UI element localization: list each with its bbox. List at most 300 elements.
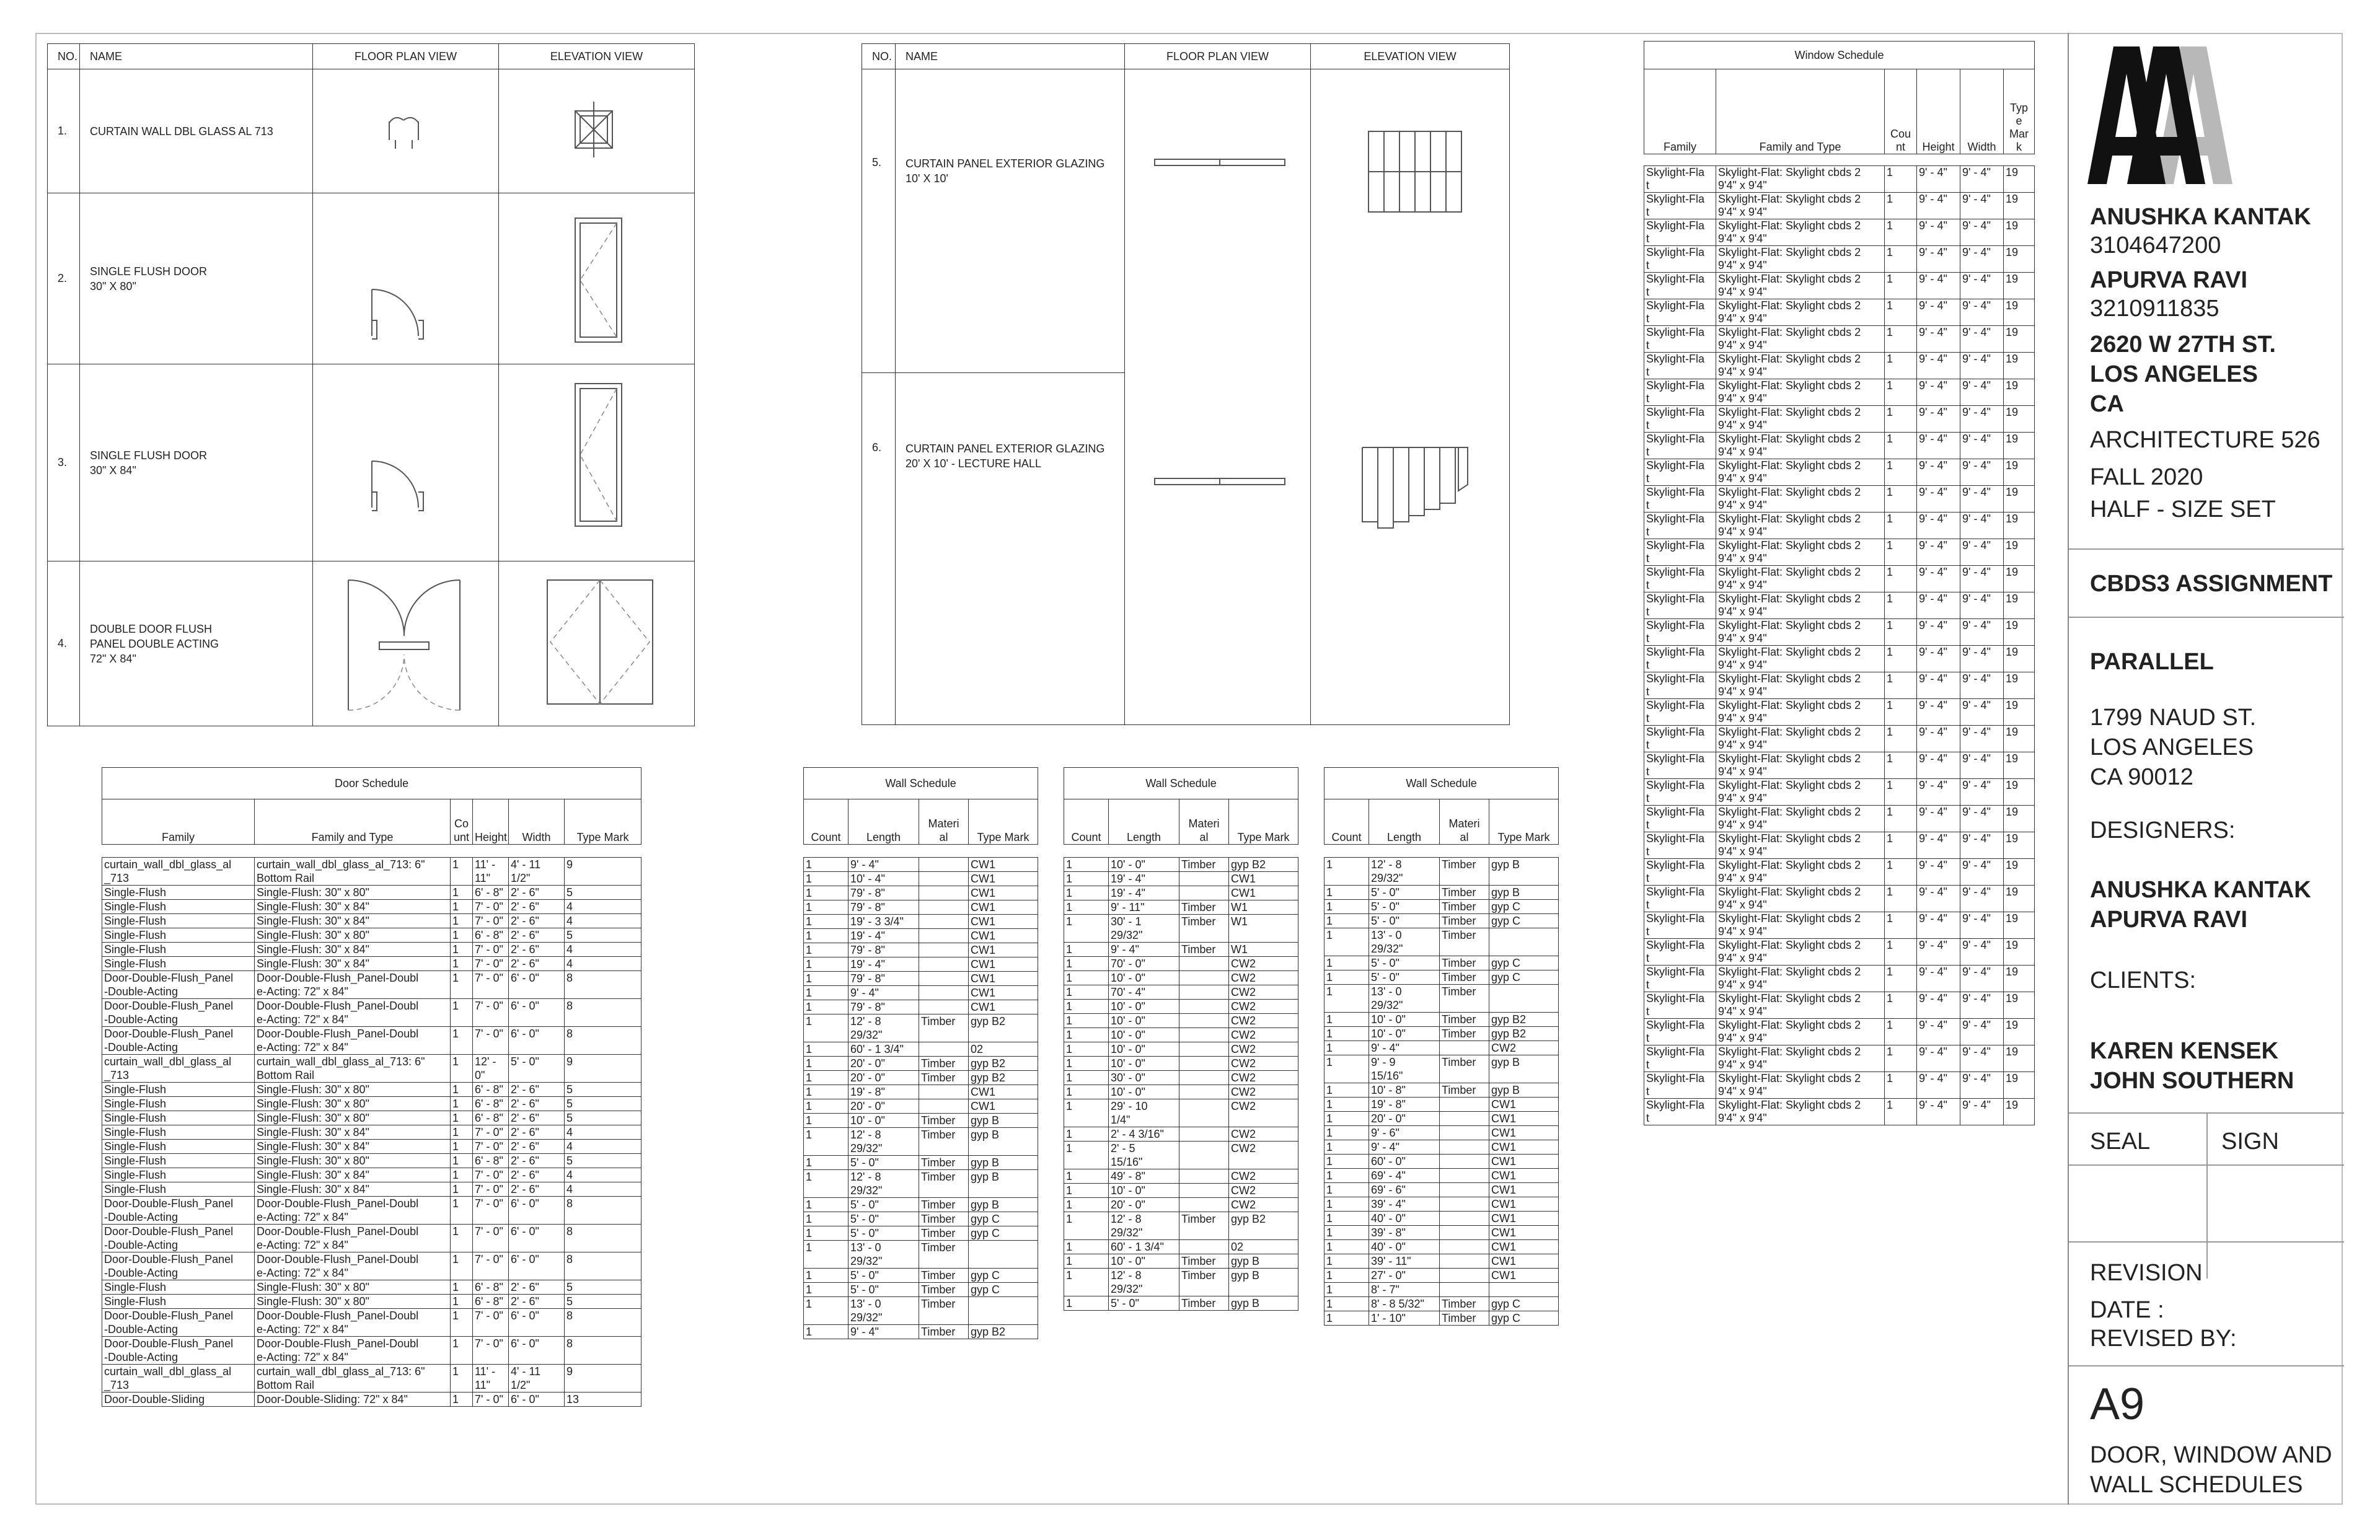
wall-schedule-row (1324, 1041, 1559, 1055)
table-cell: Skylight-Flat: Skylight cbds 2 9'4" x 9'4" (1716, 966, 1885, 992)
window-schedule-row (1644, 779, 2035, 806)
table-cell: 9' - 4" (1917, 273, 1960, 299)
table-cell: 39' - 8" (1369, 1226, 1440, 1240)
table-cell (1179, 985, 1229, 1000)
table-cell: 6' - 0" (509, 1197, 565, 1225)
table-cell: Skylight-Flat: Skylight cbds 2 9'4" x 9'4" (1716, 886, 1885, 912)
table-cell: 19 (2004, 752, 2035, 779)
elevation-view-single-door (499, 193, 695, 364)
table-cell: 19 (2004, 299, 2035, 326)
table-cell: 2' - 6" (509, 1168, 565, 1182)
col-family-type: Family and Type (1716, 69, 1885, 154)
door-schedule-row (102, 1055, 641, 1083)
table-cell: Skylight-Fla t (1644, 939, 1716, 966)
table-cell: 1 (1885, 326, 1917, 353)
table-cell: Timber (919, 1057, 969, 1071)
window-schedule-row (1644, 646, 2035, 672)
table-cell: Timber (919, 1128, 969, 1156)
table-cell: 02 (969, 1042, 1038, 1057)
table-cell: Door-Double-Flush_Panel-Doubl e-Acting: 72" x 84" (255, 1027, 451, 1055)
wall-schedule-row (1064, 1169, 1298, 1184)
title-block (2068, 33, 2343, 1505)
table-cell: 9' - 4" (1960, 246, 2004, 273)
table-cell: Single-Flush: 30" x 80" (255, 886, 451, 900)
table-cell: 4 (565, 1168, 641, 1182)
table-cell: 9' - 4" (1960, 726, 2004, 752)
table-cell: 9' - 4" (1960, 539, 2004, 566)
table-cell: Skylight-Fla t (1644, 539, 1716, 566)
table-cell: Skylight-Flat: Skylight cbds 2 9'4" x 9'4" (1716, 592, 1885, 619)
table-cell: Timber (919, 1226, 969, 1241)
table-cell: 1 (1324, 914, 1369, 928)
table-cell: 5' - 0" (848, 1226, 919, 1241)
table-cell: 1 (1064, 900, 1109, 915)
window-schedule-row (1644, 726, 2035, 752)
table-cell: Skylight-Fla t (1644, 699, 1716, 726)
wall-schedule-row (804, 1283, 1038, 1297)
table-cell (1179, 1240, 1229, 1254)
table-cell: 20' - 0" (848, 1099, 919, 1114)
table-cell: 1 (1885, 379, 1917, 406)
table-cell: 8' - 8 5/32" (1369, 1297, 1440, 1311)
wall-schedule-row (804, 1114, 1038, 1128)
window-schedule-row (1644, 1072, 2035, 1099)
table-cell: Skylight-Flat: Skylight cbds 2 9'4" x 9'4" (1716, 859, 1885, 886)
window-schedule-row (1644, 752, 2035, 779)
table-cell: 1 (1885, 513, 1917, 539)
table-cell: 9' - 4" (848, 858, 919, 872)
table-cell: CW1 (1489, 1126, 1559, 1140)
table-cell: 13' - 0 29/32" (1369, 985, 1440, 1013)
window-schedule-row (1644, 672, 2035, 699)
table-cell: gyp C (1489, 956, 1559, 970)
table-cell: gyp B2 (1229, 1212, 1298, 1240)
table-cell: 19 (2004, 379, 2035, 406)
revision-label: REVISION (2090, 1260, 2203, 1286)
table-cell: 9' - 4" (1960, 752, 2004, 779)
table-cell: 9' - 4" (1917, 832, 1960, 859)
table-cell: 1 (451, 1337, 473, 1365)
table-cell: 8 (565, 1027, 641, 1055)
table-cell: CW2 (1229, 1127, 1298, 1142)
table-cell: Skylight-Fla t (1644, 246, 1716, 273)
window-schedule-row (1644, 1019, 2035, 1045)
table-cell: Single-Flush (102, 1182, 255, 1197)
table-cell: gyp B2 (1489, 1013, 1559, 1027)
table-cell: 2' - 6" (509, 886, 565, 900)
table-cell (919, 943, 969, 957)
table-cell: Timber (919, 1212, 969, 1226)
table-cell: 6' - 8" (473, 1111, 509, 1125)
table-cell: Single-Flush: 30" x 84" (255, 943, 451, 957)
table-cell: 7' - 0" (473, 1168, 509, 1182)
table-cell: 9' - 4" (1960, 379, 2004, 406)
table-cell: 9' - 4" (1917, 939, 1960, 966)
window-schedule-title: Window Schedule (1644, 42, 2035, 69)
door-schedule-row (102, 1125, 641, 1140)
wall-schedule-row (804, 986, 1038, 1000)
table-cell: W1 (1229, 943, 1298, 957)
window-schedule-row (1644, 406, 2035, 433)
table-cell: 1 (1324, 1041, 1369, 1055)
table-cell: 1 (1885, 592, 1917, 619)
table-cell: CW1 (969, 986, 1038, 1000)
window-schedule-row (1644, 379, 2035, 406)
wall-schedule-row (1324, 970, 1559, 985)
table-cell: 1 (1064, 1198, 1109, 1212)
wall-schedule-table-1 (803, 767, 1038, 1339)
table-cell: Skylight-Fla t (1644, 1045, 1716, 1072)
table-cell: 7' - 0" (473, 1309, 509, 1337)
table-cell (919, 957, 969, 972)
table-cell: 1 (1064, 1028, 1109, 1042)
table-cell: gyp B (969, 1156, 1038, 1170)
table-cell: 1 (804, 1000, 848, 1014)
table-cell: 1 (451, 1252, 473, 1280)
table-cell: Door-Double-Flush_Panel-Doubl e-Acting: 72" x 84" (255, 1197, 451, 1225)
table-cell: Skylight-Fla t (1644, 912, 1716, 939)
table-cell: 19 (2004, 619, 2035, 646)
sheet-title-line-2: WALL SCHEDULES (2090, 1472, 2303, 1498)
table-cell: gyp B (969, 1198, 1038, 1212)
wall-schedule-row (1064, 915, 1298, 943)
table-cell: Timber (1440, 928, 1489, 956)
door-schedule-row (102, 1154, 641, 1168)
table-cell: Timber (1440, 1055, 1489, 1083)
table-cell: Skylight-Flat: Skylight cbds 2 9'4" x 9'4" (1716, 646, 1885, 672)
row-number: 6. (862, 373, 896, 725)
table-cell: 5' - 0" (1369, 914, 1440, 928)
table-cell: 1 (451, 1309, 473, 1337)
table-cell: 19 (2004, 566, 2035, 592)
table-cell (1440, 1169, 1489, 1183)
table-cell: 1 (1324, 1140, 1369, 1155)
table-cell: 1 (451, 900, 473, 914)
table-cell: 4 (565, 914, 641, 928)
wall-schedule-row (1064, 1085, 1298, 1099)
table-cell: 5' - 0" (848, 1283, 919, 1297)
table-cell: 1 (804, 900, 848, 915)
table-cell: 7' - 0" (473, 957, 509, 971)
table-cell: CW2 (1229, 1000, 1298, 1014)
window-schedule-row (1644, 592, 2035, 619)
table-cell: Skylight-Fla t (1644, 1072, 1716, 1099)
table-cell: CW1 (969, 872, 1038, 886)
table-cell: Timber (1179, 1212, 1229, 1240)
col-type-mark: Type Mark (565, 799, 641, 845)
wall-schedule-row (804, 972, 1038, 986)
table-cell: 9' - 4" (1917, 459, 1960, 486)
table-cell: CW2 (1229, 1071, 1298, 1085)
table-cell (1179, 1198, 1229, 1212)
table-cell: 27' - 0" (1369, 1269, 1440, 1283)
door-schedule-row (102, 1393, 641, 1407)
table-cell: 1 (1324, 956, 1369, 970)
wall-schedule-row (804, 1325, 1038, 1339)
table-cell: 1 (804, 1042, 848, 1057)
wall-schedule-row (804, 1212, 1038, 1226)
table-cell: 4 (565, 1182, 641, 1197)
table-cell: 1 (451, 1111, 473, 1125)
table-cell (969, 1241, 1038, 1269)
wall-schedule-row (804, 1085, 1038, 1099)
table-cell: curtain_wall_dbl_glass_al_713: 6" Bottom Rail (255, 858, 451, 886)
table-cell: gyp C (1489, 1311, 1559, 1326)
row-name: SINGLE FLUSH DOOR 30" X 80" (80, 193, 313, 364)
table-cell: 9' - 4" (1917, 539, 1960, 566)
table-cell: CW2 (1229, 1198, 1298, 1212)
door-schedule-row (102, 1280, 641, 1295)
wall-schedule-row (804, 1099, 1038, 1114)
table-cell: Skylight-Fla t (1644, 992, 1716, 1019)
table-cell (919, 858, 969, 872)
table-cell: CW1 (969, 957, 1038, 972)
table-cell: Single-Flush: 30" x 84" (255, 1140, 451, 1154)
table-cell: CW2 (1229, 1142, 1298, 1169)
table-cell: 5' - 0" (848, 1198, 919, 1212)
table-cell: CW1 (1489, 1183, 1559, 1197)
set-type: HALF - SIZE SET (2090, 496, 2276, 522)
table-cell: curtain_wall_dbl_glass_al_713: 6" Bottom Rail (255, 1365, 451, 1393)
table-cell (1179, 1184, 1229, 1198)
wall-schedule-row (1324, 900, 1559, 914)
table-cell: 10' - 0" (1109, 1014, 1179, 1028)
table-cell: 9' - 4" (1960, 459, 2004, 486)
table-cell (919, 972, 969, 986)
table-cell: 19 (2004, 1019, 2035, 1045)
wall-schedule-row (1324, 1013, 1559, 1027)
table-cell: 1 (1324, 970, 1369, 985)
table-cell: 1 (1324, 1226, 1369, 1240)
door-schedule-table (102, 767, 641, 1407)
table-cell: 1 (1324, 1269, 1369, 1283)
table-cell: 9' - 4" (1960, 513, 2004, 539)
table-cell: 9' - 4" (1960, 406, 2004, 433)
door-schedule-row (102, 928, 641, 943)
table-cell: 1 (1885, 752, 1917, 779)
table-cell: 5 (565, 1295, 641, 1309)
table-cell: 2' - 6" (509, 1140, 565, 1154)
table-cell: 7' - 0" (473, 900, 509, 914)
wall-schedule-row (804, 957, 1038, 972)
col-count: Cou nt (1885, 69, 1917, 154)
wall-schedule-row (1064, 872, 1298, 886)
wall-schedule-row (1064, 971, 1298, 985)
door-schedule-row (102, 858, 641, 886)
table-cell: 6' - 8" (473, 1154, 509, 1168)
table-cell: 9' - 4" (1917, 433, 1960, 459)
table-cell: Single-Flush: 30" x 84" (255, 1125, 451, 1140)
table-cell: gyp C (969, 1283, 1038, 1297)
table-cell: curtain_wall_dbl_glass_al _713 (102, 1365, 255, 1393)
table-cell: 1 (1885, 566, 1917, 592)
table-cell: gyp C (1489, 970, 1559, 985)
table-cell: Door-Double-Flush_Panel -Double-Acting (102, 1027, 255, 1055)
table-cell: 60' - 0" (1369, 1155, 1440, 1169)
door-schedule-row (102, 971, 641, 999)
table-cell: gyp B (1229, 1254, 1298, 1269)
table-cell: Timber (919, 1198, 969, 1212)
table-cell: 1 (1064, 1127, 1109, 1142)
site-address-1: 1799 NAUD ST. (2090, 705, 2257, 731)
table-cell: 5' - 0" (1109, 1296, 1179, 1311)
table-cell: 1 (1885, 912, 1917, 939)
table-cell: Single-Flush: 30" x 80" (255, 1097, 451, 1111)
table-cell: 1 (1064, 1169, 1109, 1184)
table-cell: 9' - 4" (1960, 1072, 2004, 1099)
table-cell: 1 (1885, 779, 1917, 806)
table-cell: Skylight-Fla t (1644, 299, 1716, 326)
wall-schedule-row (804, 929, 1038, 943)
window-schedule-row (1644, 166, 2035, 193)
wall-schedule-row (1064, 1269, 1298, 1296)
table-cell: 9' - 4" (1917, 353, 1960, 379)
table-cell: Skylight-Flat: Skylight cbds 2 9'4" x 9'4" (1716, 166, 1885, 193)
wall-schedule-row (1324, 1055, 1559, 1083)
table-cell: 9' - 4" (1917, 992, 1960, 1019)
table-cell: CW1 (969, 943, 1038, 957)
wall-schedule-row (1064, 1198, 1298, 1212)
table-cell: Skylight-Flat: Skylight cbds 2 9'4" x 9'4" (1716, 672, 1885, 699)
table-cell: 19 (2004, 832, 2035, 859)
wall-schedule-row (1324, 1112, 1559, 1126)
table-cell (919, 1000, 969, 1014)
table-cell: Single-Flush (102, 1125, 255, 1140)
table-cell: 1 (1064, 1269, 1109, 1296)
table-cell: curtain_wall_dbl_glass_al_713: 6" Bottom Rail (255, 1055, 451, 1083)
table-cell: 1 (804, 957, 848, 972)
table-cell: 1 (1064, 1000, 1109, 1014)
table-cell: 9' - 4" (1960, 219, 2004, 246)
table-cell: Single-Flush: 30" x 84" (255, 1168, 451, 1182)
client-1: KAREN KENSEK (2090, 1038, 2279, 1064)
table-cell: 7' - 0" (473, 1225, 509, 1252)
window-schedule-row (1644, 992, 2035, 1019)
legend-table-right (862, 43, 1510, 725)
table-cell: 8 (565, 1197, 641, 1225)
table-cell (1179, 1142, 1229, 1169)
table-cell: Door-Double-Flush_Panel -Double-Acting (102, 1337, 255, 1365)
table-cell: 1 (1324, 928, 1369, 956)
table-cell: Skylight-Fla t (1644, 193, 1716, 219)
table-cell: Skylight-Flat: Skylight cbds 2 9'4" x 9'4" (1716, 566, 1885, 592)
table-cell: 19' - 4" (1109, 886, 1179, 900)
table-cell: 9' - 4" (1917, 966, 1960, 992)
table-cell: 1 (451, 971, 473, 999)
table-cell: 1 (451, 1125, 473, 1140)
table-cell: 9' - 4" (1960, 806, 2004, 832)
table-cell: 1 (1885, 939, 1917, 966)
wall-schedule-row (1324, 1311, 1559, 1326)
table-cell: 9' - 4" (1917, 1099, 1960, 1125)
table-cell: 8 (565, 1252, 641, 1280)
table-cell: 1 (451, 1083, 473, 1097)
table-cell: 1 (1064, 886, 1109, 900)
table-cell (1440, 1112, 1489, 1126)
table-cell: 13' - 0 29/32" (848, 1297, 919, 1325)
door-schedule-row (102, 1225, 641, 1252)
wall-schedule-row (1064, 1127, 1298, 1142)
sign-label: SIGN (2221, 1129, 2279, 1155)
table-cell: 1 (1324, 1183, 1369, 1197)
door-schedule-row (102, 886, 641, 900)
door-schedule-title: Door Schedule (102, 768, 641, 799)
table-cell: Door-Double-Flush_Panel -Double-Acting (102, 1309, 255, 1337)
table-cell: 1 (451, 999, 473, 1027)
table-cell (1440, 1098, 1489, 1112)
table-cell: Timber (919, 1241, 969, 1269)
table-cell: 10' - 0" (1109, 1000, 1179, 1014)
table-cell: 7' - 0" (473, 1197, 509, 1225)
table-cell: 9' - 4" (1960, 1019, 2004, 1045)
table-cell: CW2 (1229, 1085, 1298, 1099)
wall-schedule-row (804, 1014, 1038, 1042)
table-cell: 10' - 0" (1109, 1042, 1179, 1057)
window-schedule-row (1644, 1099, 2035, 1125)
table-cell: 1 (804, 1198, 848, 1212)
project-name: PARALLEL (2090, 649, 2214, 675)
table-cell: 9' - 4" (1960, 566, 2004, 592)
table-cell: 7' - 0" (473, 971, 509, 999)
table-cell: 1 (1885, 992, 1917, 1019)
wall-schedule-row (1324, 858, 1559, 886)
col-width: Width (1960, 69, 2004, 154)
table-cell: 30' - 1 29/32" (1109, 915, 1179, 943)
table-cell: 19 (2004, 992, 2035, 1019)
wall-schedule-row (804, 1000, 1038, 1014)
table-cell: 11' - 11" (473, 858, 509, 886)
table-cell: 1 (451, 1365, 473, 1393)
wall-schedule-row (1064, 900, 1298, 915)
table-cell: 1 (1324, 1112, 1369, 1126)
table-cell: 13' - 0 29/32" (1369, 928, 1440, 956)
table-cell: 9' - 4" (1917, 886, 1960, 912)
table-cell: gyp C (1489, 900, 1559, 914)
table-cell: Skylight-Fla t (1644, 1019, 1716, 1045)
table-cell: 1 (804, 929, 848, 943)
table-cell: Skylight-Flat: Skylight cbds 2 9'4" x 9'4" (1716, 513, 1885, 539)
table-cell: 9' - 11" (1109, 900, 1179, 915)
window-schedule-row (1644, 939, 2035, 966)
table-cell (969, 1297, 1038, 1325)
wall-schedule-row (804, 1269, 1038, 1283)
table-cell: 1 (1885, 726, 1917, 752)
row-name: CURTAIN PANEL EXTERIOR GLAZING 20' X 10' - LECTURE HALL (896, 373, 1125, 725)
table-cell: 2' - 6" (509, 1280, 565, 1295)
window-schedule-row (1644, 619, 2035, 646)
table-cell: Skylight-Flat: Skylight cbds 2 9'4" x 9'4" (1716, 433, 1885, 459)
table-cell: 9' - 4" (1917, 513, 1960, 539)
table-cell: CW1 (969, 858, 1038, 872)
table-cell: 19 (2004, 353, 2035, 379)
table-cell: 1 (1324, 886, 1369, 900)
door-schedule-row (102, 1197, 641, 1225)
door-schedule-row (102, 1097, 641, 1111)
table-cell: gyp B (1489, 1055, 1559, 1083)
door-schedule-row (102, 1027, 641, 1055)
wall-schedule-row (804, 1042, 1038, 1057)
col-height: Height (1917, 69, 1960, 154)
table-cell: 1 (1885, 486, 1917, 513)
table-cell: 2' - 4 3/16" (1109, 1127, 1179, 1142)
table-cell: 1 (1885, 1045, 1917, 1072)
table-cell: 1 (451, 943, 473, 957)
table-cell (1179, 1028, 1229, 1042)
wall-schedule-row (1064, 1057, 1298, 1071)
table-cell: 1 (1064, 1184, 1109, 1198)
seal-label: SEAL (2090, 1129, 2151, 1155)
table-cell: 9' - 4" (1917, 646, 1960, 672)
